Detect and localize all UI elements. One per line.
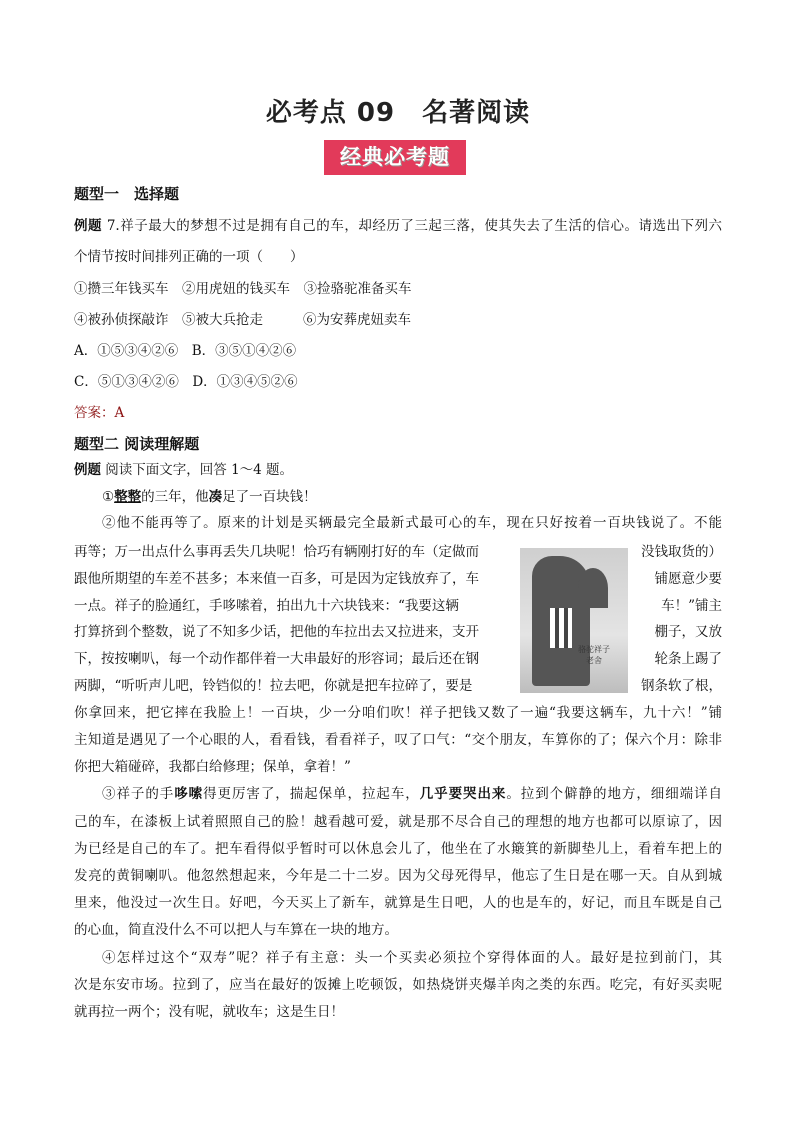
option-d: D．①③④⑤②⑥	[192, 374, 298, 390]
text-left: 一点。祥子的脸通红，手哆嗦着，拍出九十六块钱来：“我要这辆	[74, 597, 459, 614]
text-left: 两脚，“听听声儿吧，铃铛似的！拉去吧，你就是把车拉碎了，要是	[74, 678, 473, 694]
text: 的三年，他	[141, 489, 209, 505]
text: 。拉到个僻静的地方，细细端详自	[506, 786, 723, 803]
items-row-1	[74, 279, 722, 299]
caption-title: 骆驼祥子	[578, 645, 610, 654]
paragraph-4-line: ④怎样过这个“双寿”呢？祥子有主意：头一个买卖必须拉个穿得体面的人。最好是拉到前门，其	[102, 949, 722, 966]
text: ①	[102, 489, 115, 505]
text: 得更厉害了，揣起保单，拉起车，	[203, 786, 420, 803]
example-label: 例题	[74, 462, 101, 478]
page-title: 必考点 09 名著阅读	[265, 98, 531, 128]
caption-author: 老舍	[586, 656, 602, 665]
paragraph-3-line: 发亮的黄铜喇叭。他忽然想起来，今年是二十二岁。因为父母死得早，他忘了生日是在哪一天。自从到城	[74, 868, 722, 884]
text: 足了一百块钱！	[222, 489, 317, 505]
paragraph-1	[74, 487, 722, 507]
item: ②用虎妞的钱买车	[182, 281, 290, 297]
question-line-1	[74, 216, 722, 236]
example-label: 例题	[74, 218, 103, 234]
paragraph-3-line: 的心血，简直没什么不可以把人与车算在一块的地方。	[74, 922, 398, 939]
options-row-1	[74, 341, 722, 361]
options-row-2	[74, 372, 722, 392]
emphasis: 哆嗦	[174, 786, 204, 803]
paragraph-3-line: 己的车，在漆板上试着照照自己的脸！越看越可爱，就是那不尽合自己的理想的地方也都可以原谅了，因	[74, 813, 722, 830]
paragraph-2-line: 你拿回来，把它摔在我脸上！一百块，少一分咱们吹！祥子把钱又数了一遍“我要这辆车，九十六！”铺	[74, 704, 722, 721]
text-right: 棚子，又放	[654, 624, 722, 641]
item: ⑥为安葬虎妞卖车	[303, 312, 411, 328]
item: ③捡骆驼准备买车	[303, 281, 412, 297]
paragraph-2-line: 你把大箱碰碎，我都白给修理；保单，拿着！”	[74, 759, 351, 776]
text-right: 轮条上踢了	[654, 651, 722, 668]
text-left: 再等；万一出点什么事再丢失几块呢！恰巧有辆刚打好的车（定做而	[74, 544, 479, 560]
paragraph-2-line: 主知道是遇见了一个心眼的人，看看钱，看看祥子，叹了口气：“交个朋友，车算你的了；保六个月：除非	[74, 732, 722, 748]
items-row-2	[74, 310, 722, 330]
emphasis: 整整	[114, 489, 142, 505]
image-caption	[578, 644, 610, 666]
paragraph-3-line	[74, 784, 722, 804]
text-right: 车！”铺主	[661, 597, 722, 614]
reading-instruction	[74, 460, 722, 480]
item: ⑤被大兵抢走	[182, 312, 263, 328]
text-left: 跟他所期望的车差不甚多；本来值一百多，可是因为定钱放弃了，车	[74, 570, 479, 587]
camel-head-icon	[578, 568, 608, 608]
text-right: 钢条软了根，	[641, 678, 722, 694]
paragraph-4-line: 次是东安市场。拉到了，应当在最好的饭摊上吃顿饭，如热烧饼夹爆羊肉之类的东西。吃完，有好买卖呢	[74, 976, 722, 993]
section1-heading: 题型一 选择题	[74, 185, 180, 203]
item: ④被孙侦探敲诈	[74, 312, 169, 328]
option-b: B．③⑤①④②⑥	[191, 343, 297, 359]
book-cover-image	[520, 548, 628, 693]
question-text: 7.祥子最大的梦想不过是拥有自己的车，却经历了三起三落，使其失去了生活的信心。请选出下列六	[106, 218, 722, 234]
option-c: C．⑤①③④②⑥	[74, 374, 179, 390]
question-line-2: 个情节按时间排列正确的一项（ ）	[74, 249, 304, 265]
text-right: 没钱取货的）	[641, 544, 722, 560]
answer: 答案：A	[74, 405, 125, 421]
paragraph-2-line: ②他不能再等了。原来的计划是买辆最完全最新式最可心的车，现在只好按着一百块钱说了。不能	[102, 515, 722, 531]
paragraph-3-line: 为已经是自己的车了。把车看得似乎暂时可以休息会儿了，他坐在了水簸箕的新脚垫儿上，看着车把上的	[74, 840, 722, 857]
text-left: 打算挤到个整数，说了不知多少话，把他的车拉出去又拉进来，支开	[74, 624, 479, 641]
text: ③祥子的手	[102, 786, 175, 803]
figure-stripes	[550, 608, 572, 648]
text-right: 铺愿意少要	[654, 570, 722, 587]
classic-questions-badge: 经典必考题	[324, 140, 466, 175]
paragraph-3-line: 里来，他没过一次生日。好吧，今天买上了新车，就算是生日吧，人的也是车的，好记，而且车既是自己	[74, 895, 722, 912]
option-a: A．①⑤③④②⑥	[74, 343, 179, 359]
section2-heading: 题型二 阅读理解题	[74, 435, 200, 453]
text-left: 下，按按喇叭，每一个动作都伴着一大串最好的形容词；最后还在钢	[74, 651, 479, 668]
emphasis: 凑	[208, 489, 223, 505]
paragraph-4-line: 就再拉一两个；没有呢，就收车；这是生日！	[74, 1004, 344, 1020]
instruction-text: 阅读下面文字，回答 1～4 题。	[105, 462, 294, 478]
emphasis: 几乎要哭出来	[419, 786, 507, 803]
item: ①攒三年钱买车	[74, 281, 169, 297]
